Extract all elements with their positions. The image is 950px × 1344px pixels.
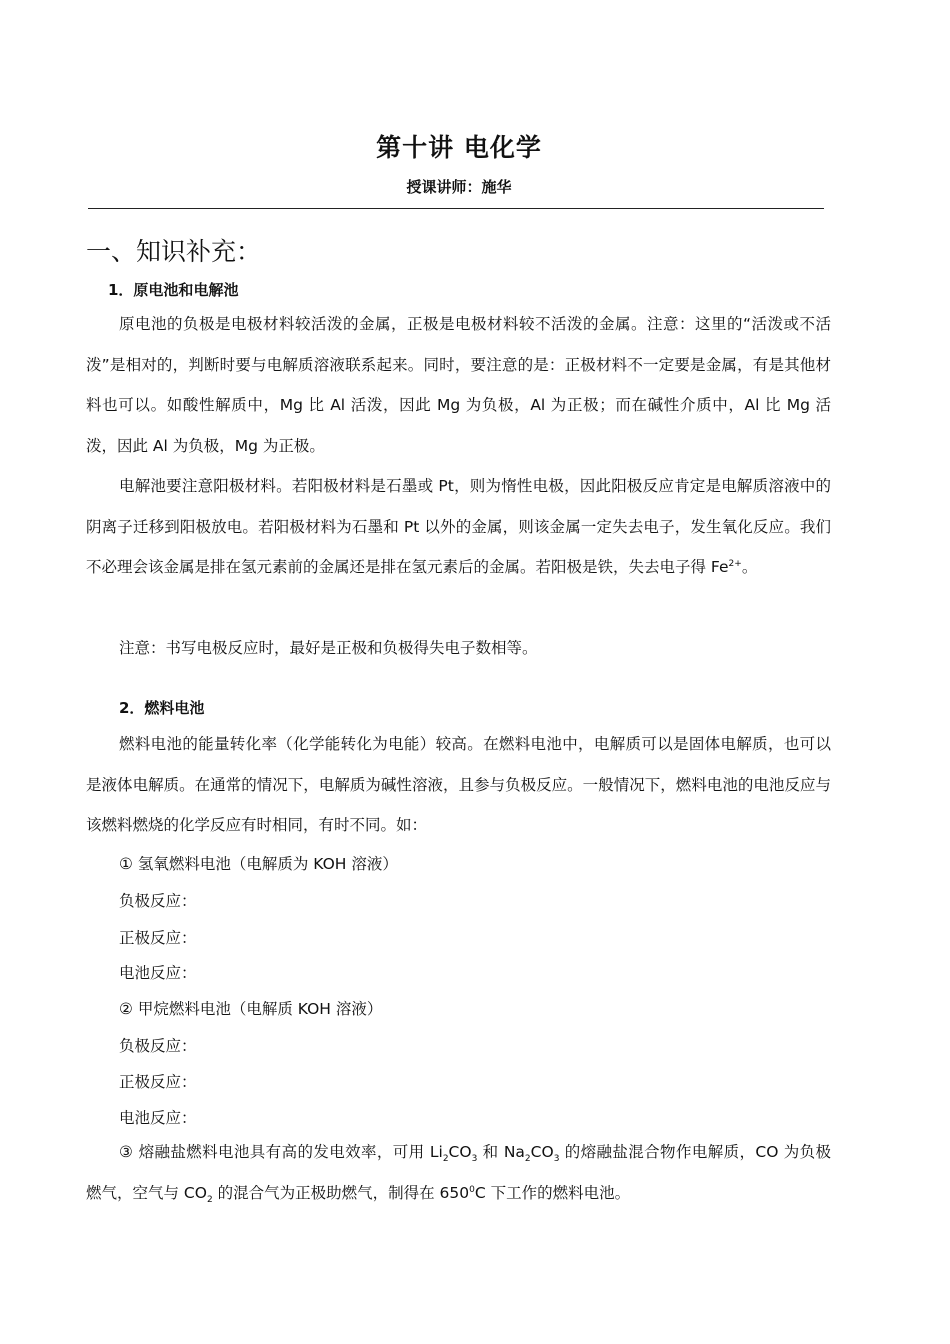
molten-text-f: 的混合气为正极助燃气，制得在 650 xyxy=(212,1183,470,1202)
subscript: 3 xyxy=(553,1154,560,1165)
molten-text-d: CO xyxy=(530,1143,554,1161)
cell-reaction-label-1: 电池反应： xyxy=(119,964,197,982)
molten-text-c: 和 Na xyxy=(477,1143,525,1161)
negative-reaction-label-2: 负极反应： xyxy=(119,1037,197,1055)
list-item-methane: ② 甲烷燃料电池（电解质 KOH 溶液） xyxy=(119,1000,383,1018)
note-line: 注意：书写电极反应时，最好是正极和负极得失电子数相等。 xyxy=(119,639,538,657)
instructor-line: 授课讲师：施华 xyxy=(406,178,512,196)
subscript: 2 xyxy=(442,1154,449,1165)
molten-text-b: CO xyxy=(448,1143,472,1161)
positive-reaction-label-2: 正极反应： xyxy=(119,1073,197,1091)
cell-reaction-label-2: 电池反应： xyxy=(119,1109,197,1127)
header-divider xyxy=(88,208,824,209)
paragraph-electrolysis-end: 。 xyxy=(741,558,758,576)
degree-superscript: 0 xyxy=(469,1184,475,1195)
positive-reaction-label-1: 正极反应： xyxy=(119,929,197,947)
subsection-title-1: 1．原电池和电解池 xyxy=(108,281,239,299)
molten-text-e: 的熔融盐混合物作电解质，CO 为负极燃气，空气与 CO xyxy=(86,1143,831,1202)
molten-text-a: ③ 熔融盐燃料电池具有高的发电效率，可用 Li xyxy=(119,1143,443,1161)
list-item-molten-salt xyxy=(86,1132,831,1213)
charge-superscript: 2+ xyxy=(728,558,742,569)
paragraph-electrolysis xyxy=(86,466,831,588)
subscript: 2 xyxy=(524,1154,531,1165)
molten-text-g: C 下工作的燃料电池。 xyxy=(474,1183,631,1202)
list-item-hydrogen-oxygen: ① 氢氧燃料电池（电解质为 KOH 溶液） xyxy=(119,855,398,873)
paragraph-fuel-cell: 燃料电池的能量转化率（化学能转化为电能）较高。在燃料电池中，电解质可以是固体电解质，也可以是液体电解质。在通常的情况下，电解质为碱性溶液，且参与负极反应。一般情况下，燃料电池的电池反应与该燃料燃烧的化学反应有时相同，有时不同。如： xyxy=(86,735,831,834)
page-title: 第十讲 电化学 xyxy=(376,133,542,162)
subscript: 2 xyxy=(206,1194,213,1205)
negative-reaction-label-1: 负极反应： xyxy=(119,892,197,910)
subscript: 3 xyxy=(471,1154,478,1165)
section-heading: 一、知识补充： xyxy=(86,237,262,266)
subsection-title-2: 2．燃料电池 xyxy=(119,699,205,717)
paragraph-electrolysis-text: 电解池要注意阳极材料。若阳极材料是石墨或 Pt，则为惰性电极，因此阳极反应肯定是电解质溶液中的阴离子迁移到阳极放电。若阳极材料为石墨和 Pt 以外的金属，则该金属一定失去电子，发生氧化反应。我们不必理会该金属是排在氢元素前的金属还是排在氢元素后的金属。若阳极是铁，失去电子得 Fe xyxy=(86,477,831,576)
paragraph-galvanic: 原电池的负极是电极材料较活泼的金属，正极是电极材料较不活泼的金属。注意：这里的“活泼或不活泼”是相对的，判断时要与电解质溶液联系起来。同时，要注意的是：正极材料不一定要是金属，有是其他材料也可以。如酸性解质中，Mg 比 Al 活泼，因此 Mg 为负极，Al 为正极；而在碱性介质中，Al 比 Mg 活泼，因此 Al 为负极，Mg 为正极。 xyxy=(86,315,831,455)
